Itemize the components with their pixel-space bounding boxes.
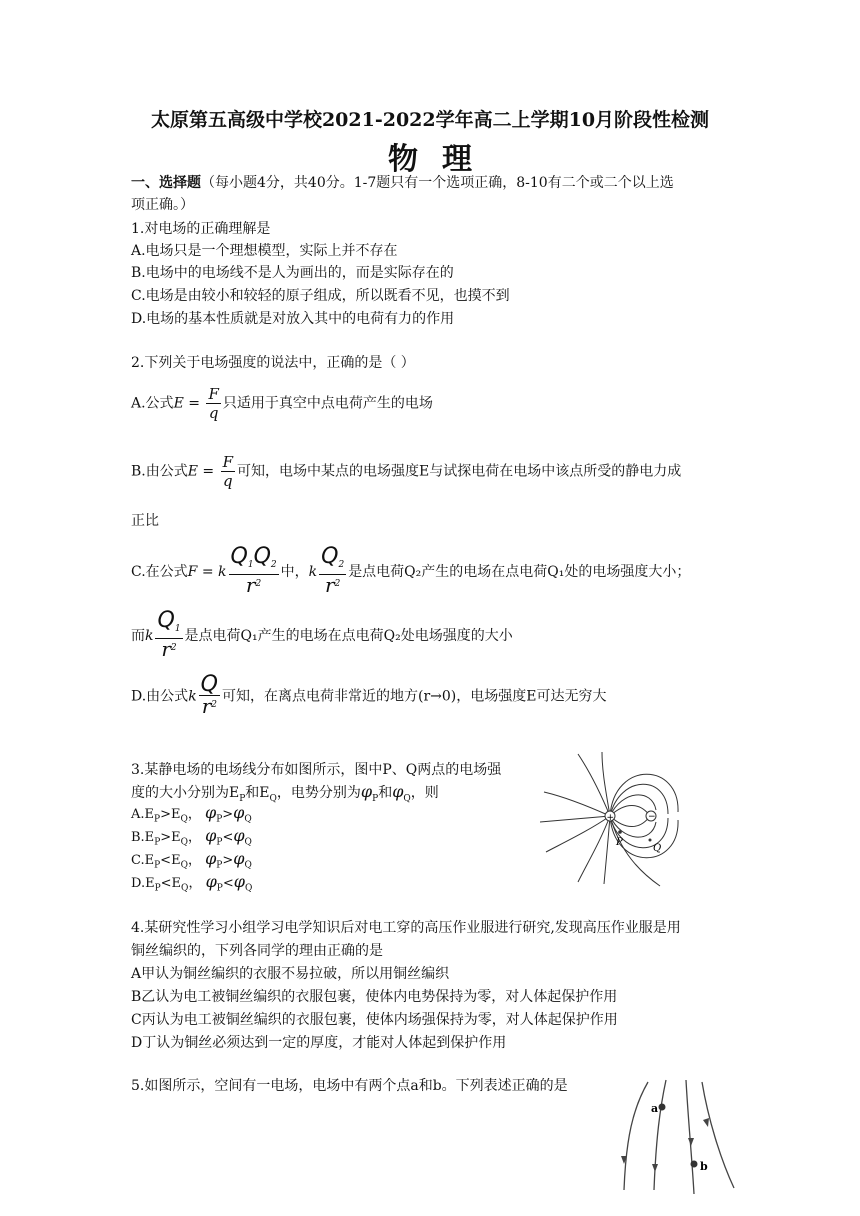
q3-option-b: $B.E_P>E_Q$， $\varphi_P<\varphi_Q$ <box>131 826 252 848</box>
q3-option-c: $C.E_P<E_Q$， $\varphi_P>\varphi_Q$ <box>131 849 252 871</box>
q2-option-b: B.由公式E = $\frac{F}{q}$ 可知，电场中某点的电场强度E与试探电荷在电场中该点所受的静电力成 <box>131 453 682 490</box>
fraction-q-over-r2: $\frac{Q}{r^2}$ <box>200 672 218 718</box>
q1-option-d: D.电场的基本性质就是对放入其中的电荷有力的作用 <box>131 311 455 327</box>
formula-e: E <box>173 395 184 412</box>
q3-option-a: $A.E_P>E_Q$， $\varphi_P>\varphi_Q$ <box>131 803 252 825</box>
section-instructions-cont: 项正确。） <box>131 197 194 213</box>
q3-stem-line1: 3.某静电场的电场线分布如图所示，图中P、Q两点的电场强 <box>131 762 502 778</box>
fraction-q2-over-r2: $\frac{Q_2}{r^2}$ <box>321 544 345 597</box>
q2-option-a: A.公式E = $\frac{F}{q}$ 只适用于真空中点电荷产生的电场 <box>131 385 433 422</box>
q3-option-d: $D.E_P<E_Q$， $\varphi_P<\varphi_Q$ <box>131 872 253 894</box>
exam-title: 太原第五高级中学校2021-2022学年高二上学期10月阶段性检测 <box>150 109 710 131</box>
section-title: 一、选择题 <box>131 175 201 191</box>
q4-stem-line1: 4.某研究性学习小组学习电学知识后对电工穿的高压作业服进行研究,发现高压作业服是用 <box>131 920 681 936</box>
q2-option-c: C.在公式F = k $\frac{Q_1Q_2}{r^2}$ 中，k $\frac{Q_2}{r^2}$ 是点电荷Q₂产生的电场在点电荷Q₁处的电场强度大小； <box>131 544 691 597</box>
q5-field-line-diagram <box>608 1078 748 1198</box>
q1-option-a: A.电场只是一个理想模型，实际上并不存在 <box>131 243 398 259</box>
q3-stem-line2: 度的大小分别为$E_P$和$E_Q$，电势分别为$\varphi_P$和$\varphi_Q$，则 <box>131 782 439 804</box>
q2-option-c-cont: 而k $\frac{Q_1}{r^2}$ 是点电荷Q₁产生的电场在点电荷Q₂处电场强度的大小 <box>131 608 513 661</box>
fraction-q1q2-over-r2: $\frac{Q_1Q_2}{r^2}$ <box>230 544 277 597</box>
q5-label-a: a <box>651 1102 659 1115</box>
fraction-q1-over-r2: $\frac{Q_1}{r^2}$ <box>157 608 181 661</box>
q4-stem-line2: 铜丝编织的，下列各同学的理由正确的是 <box>131 943 383 959</box>
fraction-f-over-q: $\frac{F}{q}$ <box>208 385 219 422</box>
svg-text:+: + <box>606 813 615 823</box>
q1-stem: 1.对电场的正确理解是 <box>131 221 271 237</box>
q1-option-b: B.电场中的电场线不是人为画出的，而是实际存在的 <box>131 265 454 281</box>
q3-label-p: P <box>616 837 623 848</box>
q5-label-b: b <box>700 1160 708 1173</box>
svg-text:−: − <box>648 812 656 822</box>
formula-e: E <box>187 463 198 480</box>
q2-option-b-cont: 正比 <box>131 513 159 529</box>
q4-option-b: B乙认为电工被铜丝编织的衣服包裹，使体内电势保持为零，对人体起保护作用 <box>131 989 618 1005</box>
q2-option-d: D.由公式k $\frac{Q}{r^2}$ 可知，在离点电荷非常近的地方(r→0)，电场强度E可达无穷大 <box>131 672 607 718</box>
q4-option-a: A甲认为铜丝编织的衣服不易拉破，所以用铜丝编织 <box>131 966 450 982</box>
fraction-f-over-q: $\frac{F}{q}$ <box>222 453 234 490</box>
q4-option-d: D丁认为铜丝必须达到一定的厚度，才能对人体起到保护作用 <box>131 1035 507 1051</box>
section-instructions: （每小题4分，共40分。1-7题只有一个选项正确，8-10有二个或二个以上选 <box>201 175 674 191</box>
q2-stem: 2.下列关于电场强度的说法中，正确的是（ ） <box>131 355 415 371</box>
q3-field-line-diagram <box>540 752 710 887</box>
q3-label-q: Q <box>653 843 662 854</box>
q1-option-c: C.电场是由较小和较轻的原子组成，所以既看不见，也摸不到 <box>131 288 510 304</box>
q5-stem: 5.如图所示，空间有一电场，电场中有两个点a和b。下列表述正确的是 <box>131 1078 568 1094</box>
section-heading <box>131 172 674 194</box>
q4-option-c: C丙认为电工被铜丝编织的衣服包裹，使体内场强保持为零，对人体起保护作用 <box>131 1012 618 1028</box>
exam-subject: 物理 <box>388 142 496 177</box>
